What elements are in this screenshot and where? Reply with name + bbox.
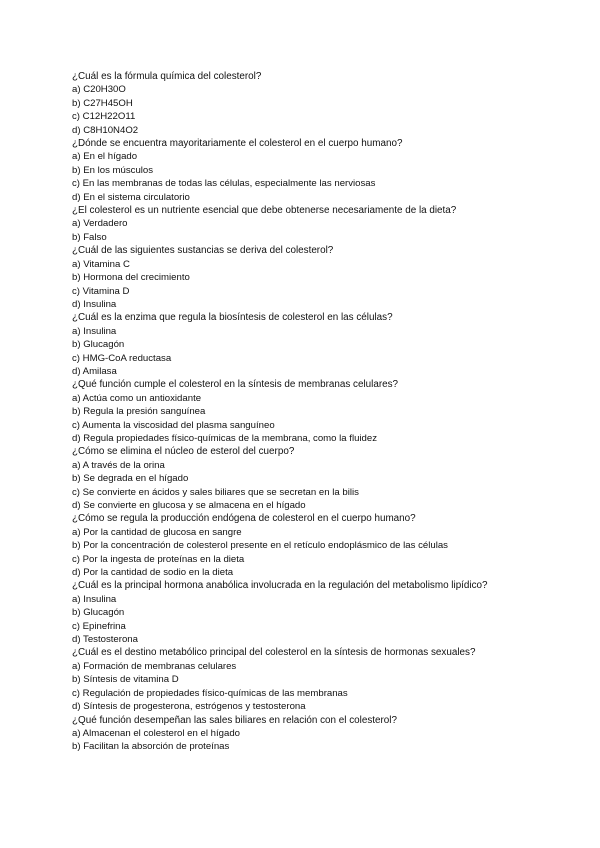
answer-option: d) Insulina	[72, 298, 117, 310]
answer-option: a) Vitamina C	[72, 258, 130, 270]
answer-option: c) HMG-CoA reductasa	[72, 352, 172, 364]
question-text: ¿Qué función cumple el colesterol en la síntesis de membranas celulares?	[72, 379, 399, 391]
answer-option: a) Verdadero	[72, 218, 128, 230]
question-list	[72, 70, 560, 754]
answer-option: a) C20H30O	[72, 84, 126, 96]
answer-option: b) Se degrada en el hígado	[72, 473, 189, 485]
question-text: ¿Qué función desempeñan las sales biliares en relación con el colesterol?	[72, 714, 397, 726]
answer-option: b) Facilitan la absorción de proteínas	[72, 741, 230, 753]
answer-option: c) Epinefrina	[72, 620, 126, 632]
answer-option: b) Regula la presión sanguínea	[72, 406, 206, 418]
answer-option: c) En las membranas de todas las células, especialmente las nerviosas	[72, 178, 376, 190]
answer-option: d) Regula propiedades físico-químicas de la membrana, como la fluidez	[72, 432, 378, 444]
question-text: ¿Cuál es la enzima que regula la biosíntesis de colesterol en las células?	[72, 312, 393, 324]
answer-option: d) Se convierte en glucosa y se almacena en el hígado	[72, 500, 306, 511]
question-text: ¿Cuál es la fórmula química del colesterol?	[72, 71, 262, 82]
answer-option: b) C27H45OH	[72, 97, 133, 109]
answer-option: b) En los músculos	[72, 164, 154, 176]
answer-option: d) Amilasa	[72, 365, 117, 377]
answer-option: a) Almacenan el colesterol en el hígado	[72, 727, 240, 739]
answer-option: c) Regulación de propiedades físico-químicas de las membranas	[72, 687, 348, 699]
answer-option: a) Formación de membranas celulares	[72, 660, 237, 672]
answer-option: a) Insulina	[72, 593, 117, 605]
answer-option: b) Síntesis de vitamina D	[72, 674, 179, 686]
answer-option: a) Actúa como un antioxidante	[72, 392, 202, 404]
answer-option: c) C12H22O11	[72, 111, 136, 123]
answer-option: d) En el sistema circulatorio	[72, 191, 190, 203]
question-text: ¿Dónde se encuentra mayoritariamente el colesterol en el cuerpo humano?	[72, 138, 403, 150]
answer-option: b) Glucagón	[72, 607, 125, 619]
answer-option: d) Síntesis de progesterona, estrógenos y testosterona	[72, 701, 306, 713]
answer-option: d) Por la cantidad de sodio en la dieta	[72, 567, 234, 579]
question-text: ¿Cuál es la principal hormona anabólica involucrada en la regulación del metabolismo lipídico?	[72, 580, 488, 592]
answer-option: c) Se convierte en ácidos y sales biliares que se secretan en la bilis	[72, 486, 359, 498]
answer-option: b) Falso	[72, 231, 107, 243]
question-text: ¿Cuál de las siguientes sustancias se deriva del colesterol?	[72, 245, 334, 257]
question-text: ¿El colesterol es un nutriente esencial que debe obtenerse necesariamente de la dieta?	[72, 205, 457, 217]
answer-option: d) C8H10N4O2	[72, 124, 139, 136]
question-text: ¿Cómo se elimina el núcleo de esterol del cuerpo?	[72, 446, 295, 458]
answer-option: c) Por la ingesta de proteínas en la dieta	[72, 553, 245, 565]
answer-option: a) En el hígado	[72, 151, 138, 163]
answer-option: b) Hormona del crecimiento	[72, 272, 190, 284]
answer-option: b) Glucagón	[72, 339, 125, 351]
question-text: ¿Cómo se regula la producción endógena de colesterol en el cuerpo humano?	[72, 513, 416, 525]
question-text: ¿Cuál es el destino metabólico principal del colesterol en la síntesis de hormonas sexuales?	[72, 647, 476, 659]
answer-option: a) Por la cantidad de glucosa en sangre	[72, 526, 242, 538]
answer-option: a) Insulina	[72, 325, 117, 337]
answer-option: a) A través de la orina	[72, 459, 165, 471]
answer-option: c) Aumenta la viscosidad del plasma sanguíneo	[72, 419, 275, 431]
answer-option: d) Testosterona	[72, 634, 138, 646]
answer-option: c) Vitamina D	[72, 285, 130, 297]
answer-option: b) Por la concentración de colesterol presente en el retículo endoplásmico de las células	[72, 540, 448, 552]
